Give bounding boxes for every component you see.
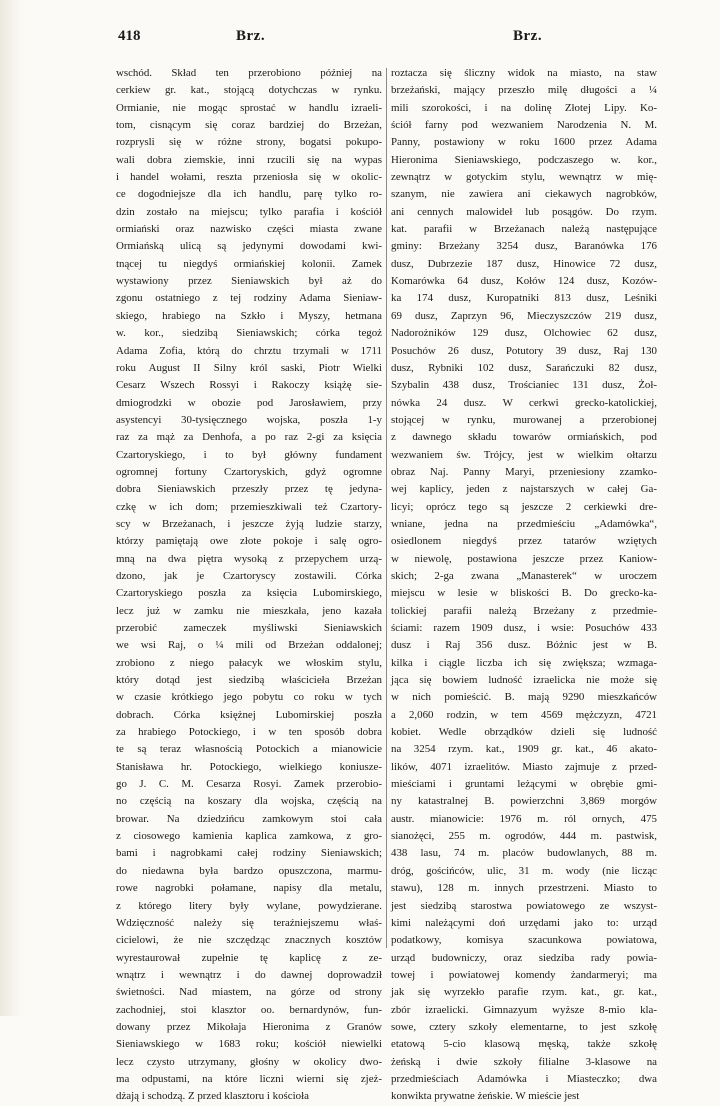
text-line: ogromnej fortuny Czartoryskich, gdyż ogromne [116,465,382,478]
text-line: obraz Naj. Panny Maryi, przeniesiony zzamko- [391,465,657,478]
text-line: ka 174 dusz, Kuropatniki 813 dusz, Leśniki [391,292,657,305]
text-line: scy w Brzeżanach, i jeszcze żyją ludzie starzy, [116,517,382,530]
text-line: roku August II Silny król saski, Piotr Wielki [116,361,382,374]
text-line: stojącej w rynku, murowanej a przerobionej [391,413,657,426]
text-line: zachodniej, stoi klasztor oo. bernardynów, fun- [116,1003,382,1016]
text-line: etatową 5-cio klasową męską, także szkołę [391,1038,657,1051]
text-line: Czartoryskiego, i to był główny fundament [116,448,382,461]
text-line: w nich pomieścić. B. mają 9290 mieszkańców [391,691,657,704]
page-edge-shadow [0,0,22,1016]
page-header [118,28,658,50]
text-line: Stanisława hr. Potockiego, wielkiego koniusze- [116,760,382,773]
text-line: raz za mąż za Denhofa, a po raz 2-gi za księcia [116,431,382,444]
text-line: dzin zostało na miejscu; tylko parafia i kościół [116,205,382,218]
text-line: który dotąd jest siedzibą właścicieła Brzeżan [116,674,382,687]
text-line: sowe, cztery szkoły elementarne, to jest szkołę [391,1020,657,1033]
text-line: wyrestaurował zupełnie tę kaplicę z ze- [116,951,382,964]
text-line: czkę w ich dom; przemieszkiwali też Czartory- [116,500,382,513]
text-line: z ciosowego kamienia kaplica zamkowa, z gro- [116,830,382,843]
text-line: wezwaniem św. Trójcy, jest w wielkim ołtarzu [391,448,657,461]
text-line: wali dobra ziemskie, inni rzucili się na wypas [116,153,382,166]
text-line: urząd budowniczy, oraz siedziba rady powia- [391,951,657,964]
text-line: dobra Sieniawskich przeszły przez tę jedyna- [116,483,382,496]
text-line: tolickiej parafii należą Brzeżany z przedmie- [391,604,657,617]
text-line: asystencyi 30-tysięcznego wojska, poszła 1-y [116,413,382,426]
text-line: dobrach. Córka księżnej Lubomirskiej poszła [116,708,382,721]
text-line: wschód. Skład ten przerobiono później na [116,67,382,79]
text-line: sianożęci, 255 m. ogrodów, 444 m. pastwisk, [391,830,657,843]
text-line: lecz już w zamku nie mieszkała, jeno kazała [116,604,382,617]
text-line: Sieniawskiego w 1683 roku; kościół niewielki [116,1038,382,1051]
text-line: miejscu w lesie w bliskości B. Do grecko-ka- [391,587,657,600]
text-line: Posuchów 26 dusz, Potutory 39 dusz, Raj 130 [391,344,657,357]
text-line: Wdzięczność należy się teraźniejszemu właś- [116,916,382,929]
text-line: stawu), 128 m. innych przestrzeni. Miasto to [391,882,657,895]
text-line: skiego, hrabiego na Szkło i Myszy, hetmana [116,309,382,322]
text-line: rowe nagrobki połamane, napisy dla metalu, [116,882,382,895]
text-line: mną na dwa piętra wysoką z przepychem urzą- [116,552,382,565]
text-line: zgonu ostatniego z tej rodziny Adama Sieniaw- [116,292,382,305]
text-line: ani cennych malowideł lub posągów. Do rzym. [391,205,657,218]
text-line: browar. Na dziedzińcu zamkowym stoi cała [116,812,382,825]
text-line: Panny, postawiony w roku 1600 przez Adama [391,136,657,149]
text-line: Ormianie, nie mogąc sprostać w handlu izraeli- [116,101,382,114]
text-line: do niedawna była bardzo opuszczona, marmu- [116,864,382,877]
text-line: te są teraz własnością Potockich a mianowicie [116,743,382,756]
text-line: ormiański oraz nazwisko części miasta zwane [116,223,382,236]
text-line: lecz czysto utrzymany, głośny w okolicy dwo- [116,1055,382,1068]
text-line: a 2,060 rodzin, w tem 4569 mężczyzn, 4721 [391,708,657,721]
text-line: jest siedzibą starostwa powiatowego ze wszyst- [391,899,657,912]
text-line: no częścią na koszary dla wojska, częścią na [116,795,382,808]
text-line: w niewolę, postawiona jeszcze przez Kaniow- [391,552,657,565]
text-line: Hieronima Sieniawskiego, podczaszego w. kor., [391,153,657,166]
text-line: go J. C. M. Cesarza Rosyi. Zamek przerobio- [116,778,382,791]
text-line: 69 dusz, Zaprzyn 96, Mieczyszczów 219 dusz, [391,309,657,322]
running-head-left: Brz. [236,28,266,44]
text-line: wystawiony przez Sieniawskich był aż do [116,275,382,288]
text-line: roztacza się śliczny widok na miasto, na staw [391,67,657,79]
text-line: ny katastralnej B. powierzchni 3,869 morgów [391,795,657,808]
text-line: kobiet. Wedle obrządków dzieli się ludność [391,726,657,739]
text-line: mieściami i gruntami leżącymi w obrębie gmi- [391,778,657,791]
text-line: zbór izraelicki. Gimnazyum wyższe 8-mio kla- [391,1003,657,1016]
text-line: dusz, Dubrzezie 187 dusz, Hinowice 72 dusz, [391,257,657,270]
text-line: we wsi Raj, o ¼ mili od Brzeżan oddalonej; [116,639,382,652]
text-line: ściół farny pod wezwaniem Narodzenia N. M. [391,119,657,132]
text-line: ma odpustami, na które liczni wierni się zjeż- [116,1072,382,1085]
text-line: w czasie krótkiego jego pobytu co roku w tych [116,691,382,704]
text-line: austr. mianowicie: 1976 m. ról ornych, 475 [391,812,657,825]
text-line: przerobić zameczek myśliwski Sieniawskich [116,622,382,634]
text-line: na 3254 rzym. kat., 1909 gr. kat., 46 akato- [391,743,657,756]
text-line: zrobiono z niego pałacyk we włoskim stylu, [116,656,382,669]
text-line: jak się wyrzekło parafie rzym. kat., gr. kat., [391,986,657,999]
text-line: ściami: razem 1909 dusz, i wsie: Posuchów 433 [391,622,657,634]
text-line: kilka i ciągle liczba ich się zwiększa; wzmaga- [391,656,657,669]
text-line: bami i nagrobkami całej rodziny Sieniawskich; [116,847,382,860]
text-line: Nadorożników 129 dusz, Olchowiec 62 dusz, [391,327,657,340]
text-line: dusz, Rybniki 102 dusz, Sarańczuki 82 dusz, [391,361,657,374]
text-line: podatkowy, komisya szacunkowa powiatowa, [391,934,657,947]
column-divider [386,68,387,948]
text-column-right [391,65,657,1103]
text-line: rozprysli się w różne strony, bogatsi pokupo- [116,136,382,149]
text-line: skich; 2-ga zwana „Manasterek“ w uroczem [391,569,657,582]
text-line: kimi należącymi doń urzędami jako to: urząd [391,916,657,929]
text-line: dusz i Raj 356 dusz. Bóżnic jest w B. [391,639,657,652]
running-head-right: Brz. [513,28,543,44]
text-line: konwikta prywatne żeńskie. W mieście jest [391,1090,580,1103]
text-line: z dawnego składu towarów ormiańskich, pod [391,431,657,444]
text-line: żeńską i dwie szkoły filialne 3-klasowe na [391,1055,657,1068]
text-line: którzy pamiętają owe złote pokoje i salę ogro- [116,535,382,548]
text-line: dzono, jak je Czartoryscy zostawili. Córka [116,569,382,582]
text-line: ce dogodniejsze dla ich handlu, parę tylko ro- [116,188,382,201]
text-line: tnącej tu niegdyś ormiańskiej kolonii. Zamek [116,257,382,270]
text-line: gminy: Brzeżany 3254 dusz, Baranówka 176 [391,240,657,253]
text-line: wej kaplicy, jeden z najstarszych w całej Ga- [391,483,657,496]
text-line: jąca się bowiem ludność izraelicka nie może się [391,674,657,687]
text-line: Szybalin 438 dusz, Trościaniec 131 dusz, Żoł- [391,379,657,392]
text-line: dmiogrodzki w obozie pod Jarosławiem, przy [116,396,382,409]
text-line: dowany przez Mikołaja Hieronima z Granów [116,1020,382,1033]
text-line: osiedlonem niegdyś przez tatarów wziętych [391,535,657,548]
text-line: kat. parafii w Brzeżanach należą następujące [391,223,657,236]
text-line: przedmieściach Adamówka i Miasteczko; dwa [391,1072,657,1085]
text-column-left [116,65,382,1103]
text-line: 438 lasu, 74 m. placów budowlanych, 88 m. [391,847,657,860]
text-line: dżają i schodzą. Z przed klasztoru i kościoła [116,1090,309,1103]
text-line: szanym, nie zawiera ani ciekawych nagrobków, [391,188,657,201]
text-line: Komarówka 64 dusz, Kołów 124 dusz, Kozów- [391,275,657,288]
text-line: za hrabiego Potockiego, i w ten sposób dobra [116,726,382,739]
text-line: nówka 24 dusz. W cerkwi grecko-katolickiej, [391,396,657,409]
text-line: Czartoryskiego poszła za księcia Lubomirskiego, [116,587,382,600]
text-line: dróg, gościńców, ulic, 31 m. wody (nie licząc [391,864,657,877]
text-line: cerkiew gr. kat., stojącą dotychczas w rynku. [116,84,382,97]
text-line: brzeżański, mający przeszło milę długości a ¼ [391,84,657,97]
text-line: tom, cisnącym się coraz bardziej do Brzeżan, [116,119,382,132]
text-line: świetności. Nad miastem, na górze od strony [116,986,382,999]
text-line: licyi; oprócz tego są jeszcze 2 cerkiewki dre- [391,500,657,513]
text-line: wnątrz i wewnątrz i do dawnej doprowadził [116,968,382,981]
text-line: z którego litery były wylane, powydzierane. [116,899,382,912]
text-line: lików, 4071 izraelitów. Miasto zajmuje z przed- [391,760,657,773]
text-line: wniane, jedna na przedmieściu „Adamówka“, [391,517,657,530]
text-line: zewnątrz w gotyckim stylu, wewnątrz w mię- [391,171,657,184]
text-line: i handel wołami, reszta przeniosła się w okolic- [116,171,382,184]
text-line: Cesarz Wszech Rossyi i Rakoczy książę sie- [116,379,382,392]
text-line: w. kor., siedzibą Sieniawskich; córka tegoż [116,327,382,340]
text-line: Ormiańską ulicą są jedynymi dowodami kwi- [116,240,382,253]
text-line: mili szorokości, i na dolinę Złotej Lipy. Ko- [391,101,657,114]
text-line: Adama Zofia, którą do chrztu trzymali w 1711 [116,344,382,357]
text-line: cicielowi, że nie szczędząc znacznych kosztów [116,934,382,947]
page-number: 418 [118,28,141,44]
text-line: towej i powiatowej komendy żandarmeryi; ma [391,968,657,981]
